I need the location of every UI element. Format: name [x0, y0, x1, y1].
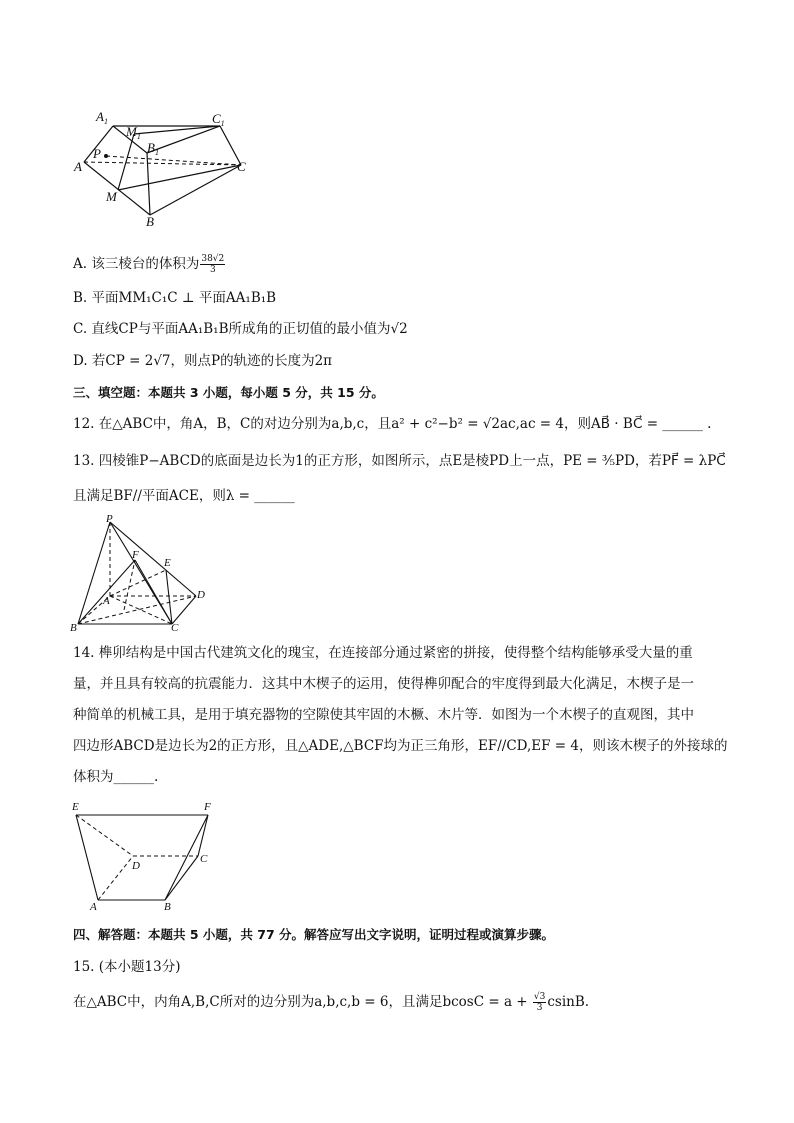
label-A: A [103, 595, 110, 607]
question-13-line2: 且满足BF//平面ACE，则λ = ______ [73, 488, 295, 504]
question-14-line2: 量，并且具有较高的抗震能力．这其中木楔子的运用，使得榫卯配合的牢度得到最大化满足，木楔子是一 [73, 676, 694, 692]
option-d: D. 若CP = 2√7，则点P的轨迹的长度为2π [73, 353, 333, 369]
label-F: F [204, 801, 211, 813]
label-A: A [74, 159, 82, 174]
label-M1: $M_1$ [126, 124, 141, 141]
q15-numerator: √3 [533, 992, 546, 1002]
label-B1: $B_1$ [147, 140, 159, 157]
option-c: C. 直线CP与平面AA₁B₁B所成角的正切值的最小值为√2 [73, 321, 408, 337]
option-a-numerator: 38√2 [201, 254, 225, 264]
label-D: D [197, 589, 205, 601]
label-M: M [106, 189, 117, 204]
label-P: P [106, 514, 113, 525]
label-D: D [132, 860, 140, 872]
label-A: A [90, 901, 97, 913]
label-B: B [164, 901, 171, 913]
question-12: 12. 在△ABC中，角A，B，C的对边分别为a,b,c，且a² + c²−b² = √2ac,ac = 4，则AB⃗ · BC⃗ = ______ . [73, 416, 712, 432]
question-14-line4: 四边形ABCD是边长为2的正方形，且△ADE,△BCF均为正三角形，EF//CD,EF = 4，则该木楔子的外接球的 [73, 738, 728, 754]
question-15-body: 在△ABC中，内角A,B,C所对的边分别为a,b,c,b = 6，且满足bcosC = a + $\frac{√3}{3}$ csinB. [73, 992, 590, 1013]
label-A1: $A_1$ [96, 109, 108, 126]
question-13-line1: 13. 四棱锥P−ABCD的底面是边长为1的正方形，如图所示，点E是棱PD上一点，PE = ³⁄₅PD，若PF⃗ = λPC⃗ [73, 453, 726, 469]
question-14-line5: 体积为______. [73, 769, 159, 785]
option-a: A. 该三棱台的体积为 $\frac{38√2}{3}$ [73, 254, 225, 275]
label-E: E [164, 557, 171, 569]
option-b: B. 平面MM₁C₁C ⊥ 平面AA₁B₁B [73, 290, 277, 306]
label-B: B [70, 622, 77, 634]
label-P: P [93, 146, 101, 161]
question-14-line3: 种简单的机械工具，是用于填充器物的空隙使其牢固的木橛、木片等．如图为一个木楔子的直观图，其中 [73, 707, 694, 723]
label-E: E [72, 801, 79, 813]
section-4-heading: 四、解答题：本题共 5 小题，共 77 分。解答应写出文字说明，证明过程或演算步骤。 [73, 927, 555, 942]
label-F: F [132, 549, 139, 561]
section-3-heading: 三、填空题：本题共 3 小题，每小题 5 分，共 15 分。 [73, 385, 384, 400]
label-B: B [146, 214, 154, 229]
frustum-figure [70, 105, 260, 230]
pyramid-figure [70, 514, 210, 634]
label-C1: $C_1$ [212, 111, 225, 128]
label-C: C [200, 853, 208, 865]
wedge-figure [68, 798, 228, 913]
question-14-line1: 14. 榫卯结构是中国古代建筑文化的瑰宝，在连接部分通过紧密的拼接，使得整个结构能够承受大量的重 [73, 645, 693, 661]
question-15-heading: 15. (本小题13分) [73, 959, 181, 975]
label-C: C [237, 159, 246, 174]
option-a-denominator: 3 [209, 265, 216, 275]
q15-denominator: 3 [536, 1003, 543, 1013]
label-C: C [171, 622, 179, 634]
